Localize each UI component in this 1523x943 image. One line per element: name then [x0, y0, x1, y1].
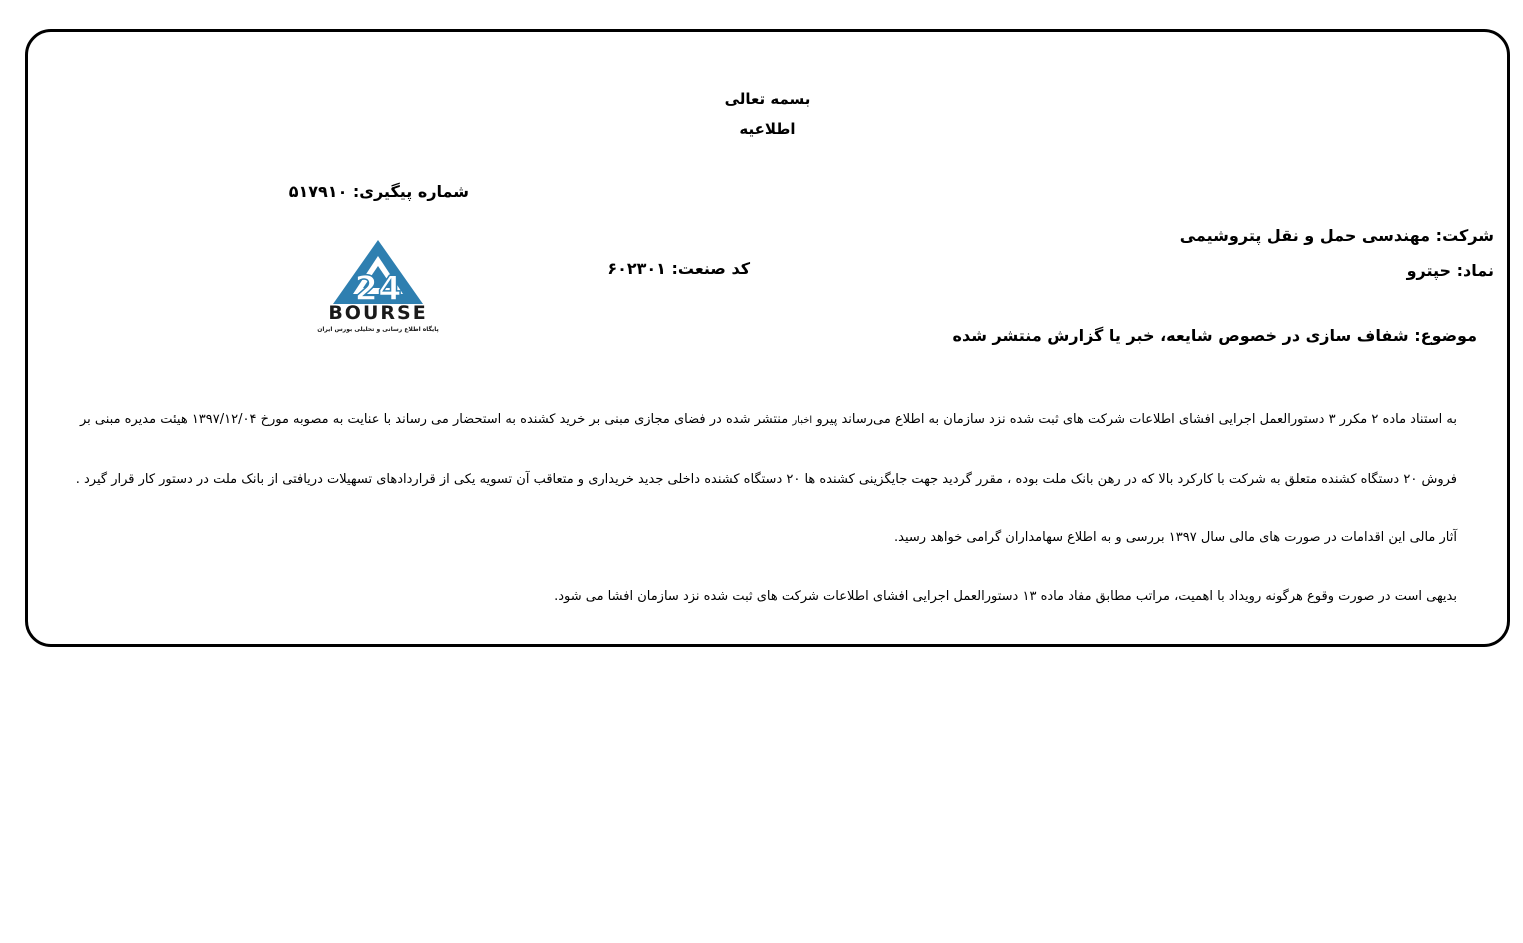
subject-line: [953, 326, 1477, 345]
logo-numeral: 24: [354, 269, 402, 308]
symbol-label: نماد:: [1456, 261, 1494, 280]
body-paragraph-1: [80, 412, 1457, 427]
company-line: [1180, 226, 1494, 245]
subject-value: شفاف سازی در خصوص شایعه، خبر یا گزارش منتشر شده: [952, 326, 1409, 345]
subject-label: موضوع:: [1414, 326, 1477, 345]
industry-code-label: کد صنعت:: [671, 259, 750, 278]
bourse24-logo-icon: [313, 228, 443, 308]
logo-brand-text: BOURSE: [328, 302, 428, 324]
notice-frame: [25, 29, 1510, 647]
logo-subtitle: پایگاه اطلاع رسانی و تحلیلی بورس ایران: [317, 326, 439, 333]
tracking-label: شماره پیگیری:: [352, 182, 469, 201]
symbol-line: [1407, 261, 1494, 280]
symbol-value: حپترو: [1406, 261, 1452, 280]
body-paragraph-3: آثار مالی این اقدامات در صورت های مالی سال ۱۳۹۷ بررسی و به اطلاع سهامداران گرامی خواهد رسید.: [894, 530, 1457, 545]
body-paragraph-4: بدیهی است در صورت وقوع هرگونه رویداد با اهمیت، مراتب مطابق مفاد ماده ۱۳ دستورالعمل اجرایی افشای اطلاعات شرکت های ثبت شده نزد سازمان افشا می شود.: [554, 589, 1457, 604]
company-label: شرکت:: [1435, 226, 1494, 245]
body-paragraph-2: فروش ۲۰ دستگاه کشنده متعلق به شرکت با کارکرد بالا که در رهن بانک ملت بوده ، مقرر گردید جهت جایگزینی کشنده ها ۲۰ دستگاه کشنده داخلی جدید خریداری و متعاقب آن تسویه یکی از قراردادهای تسهیلات دریافتی از بانک ملت در دستور کار قرار گیرد .: [75, 472, 1457, 487]
paragraph-1-part-a: به استناد ماده ۲ مکرر ۳ دستورالعمل اجرایی افشای اطلاعات شرکت های ثبت شده نزد سازمان به اطلاع می‌رساند پیرو: [816, 412, 1457, 427]
tracking-number: [289, 182, 469, 201]
notice-title: اطلاعیه: [739, 120, 796, 138]
industry-code: [607, 259, 750, 278]
company-name: مهندسی حمل و نقل پتروشیمی: [1179, 226, 1431, 245]
industry-code-value: ۶۰۲۳۰۱: [607, 259, 666, 278]
paragraph-1-small-word: اخبار: [792, 415, 813, 426]
paragraph-1-part-b: منتشر شده در فضای مجازی مبنی بر خرید کشنده به استحضار می رساند با عنایت به مصوبه مورخ ۱۳۹۷/۱۲/۰۴ هیئت مدیره مبنی بر: [79, 412, 789, 427]
bourse24-logo: [313, 228, 443, 340]
basmala-heading: بسمه تعالی: [724, 90, 811, 108]
tracking-value: ۵۱۷۹۱۰: [288, 182, 348, 201]
